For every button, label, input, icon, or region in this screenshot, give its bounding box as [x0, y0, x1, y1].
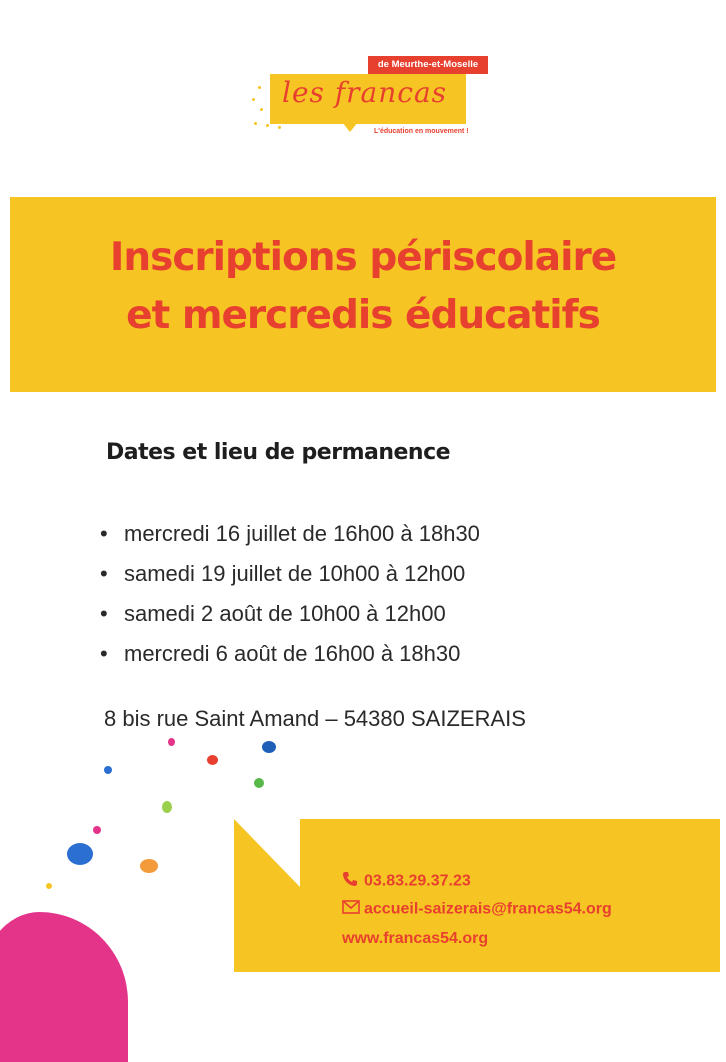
title-line-2: et mercredis éducatifs [126, 293, 600, 338]
title-banner [10, 197, 716, 392]
date-text: samedi 2 août de 10h00 à 12h00 [124, 601, 446, 626]
pink-decorative-shape [0, 912, 128, 1062]
phone-number: 03.83.29.37.23 [364, 872, 471, 890]
francas-logo [248, 56, 488, 140]
section-heading: Dates et lieu de permanence [106, 440, 451, 465]
logo-tagline: L'éducation en mouvement ! [374, 128, 469, 135]
logo-dot [260, 108, 263, 111]
list-item [100, 514, 480, 554]
confetti-dot [254, 778, 264, 788]
confetti-dot [168, 738, 175, 746]
logo-region-label: de Meurthe-et-Moselle [368, 56, 488, 74]
bullet-icon: • [100, 521, 108, 546]
logo-bubble-tail [342, 122, 358, 132]
dates-list [100, 514, 480, 674]
contact-box-notch [234, 819, 300, 887]
bullet-icon: • [100, 601, 108, 626]
confetti-dot [140, 859, 158, 873]
bullet-icon: • [100, 641, 108, 666]
logo-name: les francas [282, 76, 448, 109]
email-line[interactable] [342, 900, 612, 919]
confetti-dot [104, 766, 112, 774]
address: 8 bis rue Saint Amand – 54380 SAIZERAIS [104, 706, 526, 731]
date-text: mercredi 6 août de 16h00 à 18h30 [124, 641, 461, 666]
phone-line[interactable] [342, 871, 471, 892]
confetti-dot [93, 826, 101, 834]
logo-dot [252, 98, 255, 101]
logo-dot [278, 126, 281, 129]
phone-icon [342, 871, 364, 892]
list-item [100, 554, 480, 594]
title-line-1: Inscriptions périscolaire [109, 235, 617, 280]
website-link[interactable]: www.francas54.org [342, 930, 489, 947]
date-text: samedi 19 juillet de 10h00 à 12h00 [124, 561, 466, 586]
confetti-dot [262, 741, 276, 753]
mail-icon [342, 900, 364, 919]
confetti-dot [162, 801, 172, 813]
bullet-icon: • [100, 561, 108, 586]
contact-box [234, 819, 720, 972]
logo-dot [266, 124, 269, 127]
logo-dot [254, 122, 257, 125]
confetti-dot [67, 843, 93, 865]
date-text: mercredi 16 juillet de 16h00 à 18h30 [124, 521, 480, 546]
confetti-dot [207, 755, 218, 765]
email-address: accueil-saizerais@francas54.org [364, 900, 612, 918]
logo-dot [258, 86, 261, 89]
confetti-dot [46, 883, 52, 889]
list-item [100, 594, 480, 634]
list-item [100, 634, 480, 674]
